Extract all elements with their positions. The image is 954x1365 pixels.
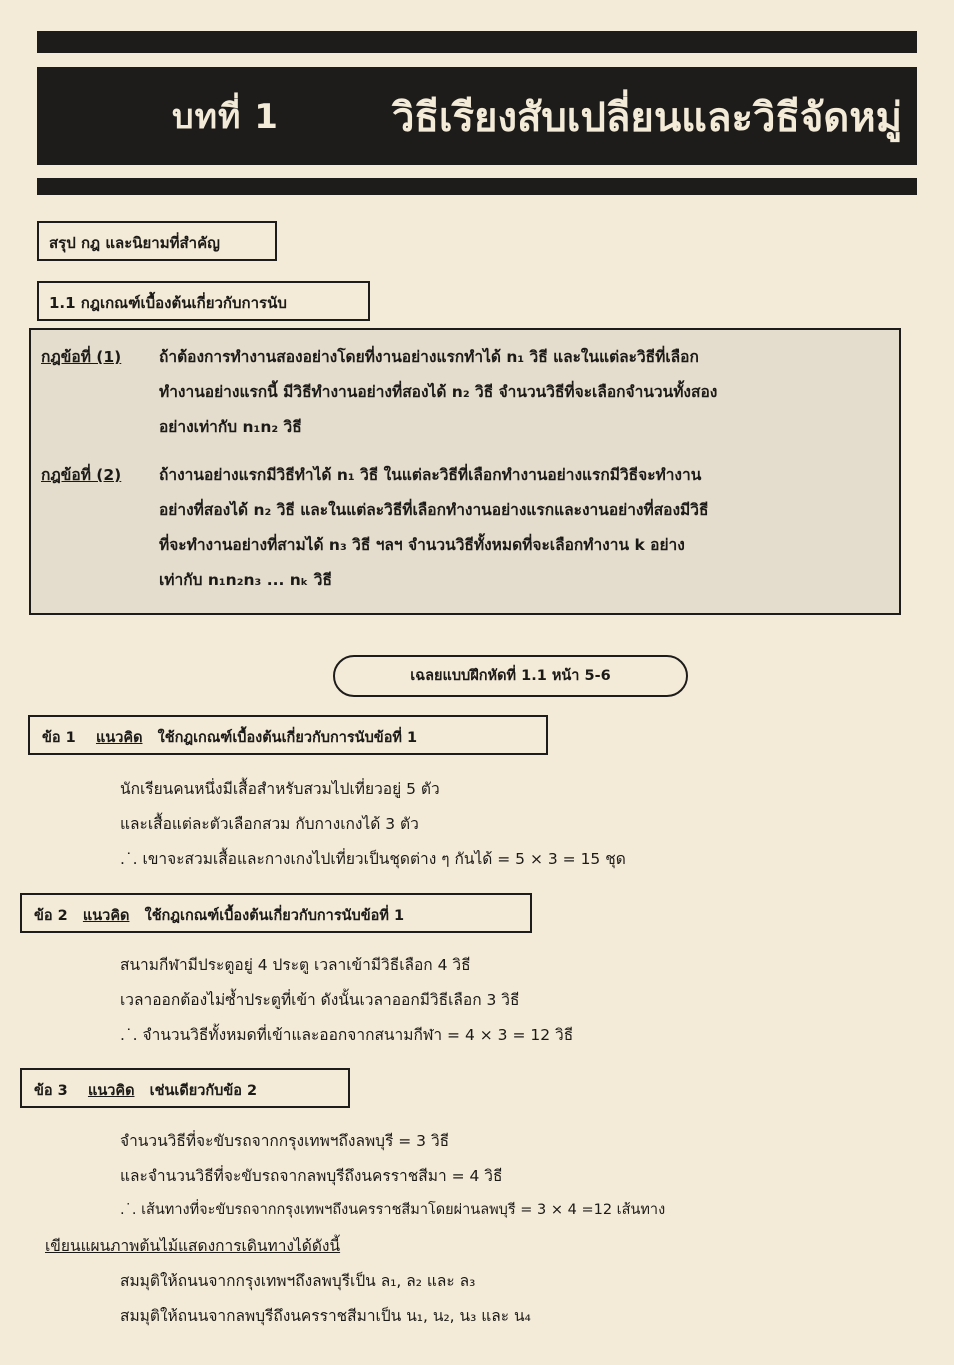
item1-approach: แนวคิด bbox=[95, 730, 143, 746]
chapter-label: บทที่ 1 bbox=[172, 97, 279, 137]
item3-line2: และจำนวนวิธีที่จะขับรถจากลพบุรีถึงนครราชสีมา = 4 วิธี bbox=[120, 1167, 503, 1185]
assume-line2: สมมุติให้ถนนจากลพบุรีถึงนครราชสีมาเป็น น₁, น₂, น₃ และ น₄ bbox=[120, 1307, 531, 1325]
item1-line3: .˙. เขาจะสวมเสื้อและกางเกงไปเที่ยวเป็นชุดต่าง ๆ กันได้ = 5 × 3 = 15 ชุด bbox=[120, 850, 626, 868]
chapter-title: วิธีเรียงสับเปลี่ยนและวิธีจัดหมู่ bbox=[392, 95, 902, 141]
item3-approach: แนวคิด bbox=[87, 1083, 135, 1099]
rule1-line2: ทำงานอย่างแรกนี้ มีวิธีทำงานอย่างที่สองได้ n₂ วิธี จำนวนวิธีที่จะเลือกจำนวนทั้งสอง bbox=[159, 383, 718, 401]
exercise-header: เฉลยแบบฝึกหัดที่ 1.1 หน้า 5-6 bbox=[333, 655, 688, 697]
rule2-line3: ที่จะทำงานอย่างที่สามได้ n₃ วิธี ฯลฯ จำนวนวิธีทั้งหมดที่จะเลือกทำงาน k อย่าง bbox=[159, 536, 685, 554]
item3-line3: .˙. เส้นทางที่จะขับรถจากกรุงเทพฯถึงนครราชสีมาโดยผ่านลพบุรี = 3 × 4 =12 เส้นทาง bbox=[120, 1202, 666, 1218]
item3-label-box bbox=[20, 1068, 350, 1108]
item1-line2: และเสื้อแต่ละตัวเลือกสวม กับกางเกงได้ 3 ตัว bbox=[120, 815, 419, 833]
section-label: 1.1 กฎเกณฑ์เบื้องต้นเกี่ยวกับการนับ bbox=[37, 281, 370, 321]
bottom-rule-bar bbox=[37, 178, 917, 195]
item1-number: ข้อ 1 bbox=[42, 730, 76, 746]
item2-line2: เวลาออกต้องไม่ซ้ำประตูที่เข้า ดังนั้นเวลาออกมีวิธีเลือก 3 วิธี bbox=[120, 991, 520, 1009]
item1-line1: นักเรียนคนหนึ่งมีเสื้อสำหรับสวมไปเที่ยวอยู่ 5 ตัว bbox=[120, 780, 440, 798]
item3-line1: จำนวนวิธีที่จะขับรถจากกรุงเทพฯถึงลพบุรี = 3 วิธี bbox=[120, 1132, 450, 1150]
item2-approach: แนวคิด bbox=[82, 908, 130, 924]
top-rule-bar bbox=[37, 31, 917, 53]
item2-line3: .˙. จำนวนวิธีทั้งหมดที่เข้าและออกจากสนามกีฬา = 4 × 3 = 12 วิธี bbox=[120, 1026, 574, 1044]
item2-line1: สนามกีฬามีประตูอยู่ 4 ประตู เวลาเข้ามีวิธีเลือก 4 วิธี bbox=[120, 956, 471, 974]
rule2-head: กฎข้อที่ (2) bbox=[41, 466, 122, 484]
item2-label-box bbox=[20, 893, 532, 933]
rule2-line2: อย่างที่สองได้ n₂ วิธี และในแต่ละวิธีที่เลือกทำงานอย่างแรกและงานอย่างที่สองมีวิธี bbox=[159, 501, 709, 519]
item2-number: ข้อ 2 bbox=[34, 908, 68, 924]
chapter-banner bbox=[37, 67, 917, 165]
item3-desc: เช่นเดียวกับข้อ 2 bbox=[149, 1083, 258, 1099]
rule2-line1: ถ้างานอย่างแรกมีวิธีทำได้ n₁ วิธี ในแต่ละวิธีที่เลือกทำงานอย่างแรกมีวิธีจะทำงาน bbox=[159, 466, 702, 484]
summary-label: สรุป กฎ และนิยามที่สำคัญ bbox=[37, 221, 277, 261]
tree-diagram-heading: เขียนแผนภาพต้นไม้แสดงการเดินทางได้ดังนี้ bbox=[45, 1237, 341, 1255]
rule1-line1: ถ้าต้องการทำงานสองอย่างโดยที่งานอย่างแรกทำได้ n₁ วิธี และในแต่ละวิธีที่เลือก bbox=[159, 348, 699, 366]
rule1-head: กฎข้อที่ (1) bbox=[41, 348, 122, 366]
rule2-line4: เท่ากับ n₁n₂n₃ ... nₖ วิธี bbox=[159, 571, 332, 589]
rule1-line3: อย่างเท่ากับ n₁n₂ วิธี bbox=[159, 418, 302, 436]
rules-box bbox=[29, 328, 901, 615]
assume-line1: สมมุติให้ถนนจากกรุงเทพฯถึงลพบุรีเป็น ล₁, ล₂ และ ล₃ bbox=[120, 1272, 476, 1290]
item2-desc: ใช้กฎเกณฑ์เบื้องต้นเกี่ยวกับการนับข้อที่ 1 bbox=[144, 908, 405, 924]
item3-number: ข้อ 3 bbox=[34, 1083, 68, 1099]
item1-desc: ใช้กฎเกณฑ์เบื้องต้นเกี่ยวกับการนับข้อที่ 1 bbox=[157, 730, 418, 746]
item1-label-box bbox=[28, 715, 548, 755]
